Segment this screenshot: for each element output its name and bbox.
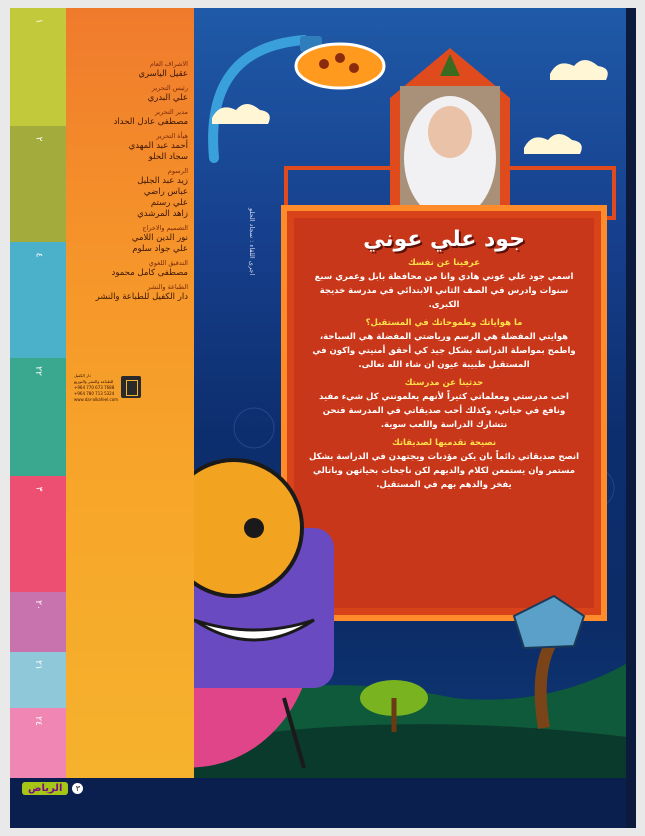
publisher-logo-icon xyxy=(121,376,141,398)
footer-brand xyxy=(22,782,83,795)
section-tabs xyxy=(10,8,66,828)
publisher-contact-line: +964 770 673 7688 xyxy=(74,384,115,390)
section-tab[interactable] xyxy=(10,8,66,126)
staff-name: دار الكفيل للطباعة والنشر xyxy=(95,292,188,302)
staff-name: مصطفى كامل محمود xyxy=(111,268,188,278)
staff-name: عقيل الياسري xyxy=(138,69,188,79)
staff-name: نور الدين اللامي xyxy=(131,233,188,243)
publisher-contact-line: www.dar-alkafeel.com xyxy=(74,396,119,402)
magazine-logo: الرياض xyxy=(22,782,68,795)
page-edge xyxy=(626,8,636,828)
interview-credit: اجرى اللقاء : سجاد الحلو xyxy=(248,208,256,276)
staff-role: الاشراف العام xyxy=(149,60,188,68)
question-heading: ما هواياتك وطموحاتك في المستقبل؟ xyxy=(365,318,523,328)
staff-role: الرسوم xyxy=(167,167,188,175)
publisher-contact xyxy=(74,373,118,402)
publisher-contact-line: للطباعة والنشر والتوزيع xyxy=(74,378,114,384)
staff-role: رئيس التحرير xyxy=(151,84,188,92)
publisher-contact-line: +964 780 713 5324 xyxy=(74,390,115,396)
tab-label: ٤ xyxy=(33,252,43,258)
question-heading: نصيحة تقدميها لصديقاتك xyxy=(391,438,497,448)
section-tab[interactable] xyxy=(10,242,66,358)
staff-name: علي البدري xyxy=(147,93,188,103)
tab-label: ٢٠ xyxy=(32,600,43,610)
question-heading: حدثينا عن مدرستك xyxy=(404,378,484,388)
staff-role: هيأة التحرير xyxy=(156,132,188,140)
staff-name: أحمد عبد المهدي xyxy=(128,141,188,151)
staff-role: التدقيق اللغوي xyxy=(148,259,188,267)
answer-text: هوايتي المفضلة هي الرسم ورياضتي المفضلة هي السباحة، واطمح بمواصلة الدراسة بشكل جيد كي أحقق أمنيتي واكون في المستقبل طبيبة عيون ان شاء الله تعالى. xyxy=(312,332,576,370)
section-tab[interactable] xyxy=(10,126,66,242)
answer-text: انصح صديقاتي دائماً بان يكن مؤدبات ويجتهدن في الدراسة بشكل مستمر وان يستمعن لكلام والديهم لكن ناجحات بحياتهن وباتالي يفخر والدهم بهم في المستقبل. xyxy=(308,452,580,490)
tab-label: ٢١ xyxy=(32,660,43,670)
profile-board xyxy=(289,213,599,633)
publisher-logo xyxy=(74,374,188,400)
page-number: ٣ xyxy=(72,783,83,794)
staff-name: مصطفى عادل الحداد xyxy=(113,117,188,127)
section-tab[interactable] xyxy=(10,476,66,592)
staff-role: مدير التحرير xyxy=(154,108,188,116)
answer-text: اسمي جود علي عوني هادي وانا من محافظة بابل وعمري سبع سنوات وادرس في الصف الثاني الابتدائي في مدرسة خديجة الكبرى. xyxy=(314,272,574,310)
tab-label: ٢ xyxy=(33,136,43,142)
staff-role: التصميم والاخراج xyxy=(142,224,188,232)
staff-name: علي رستم xyxy=(150,198,188,208)
profile-title: جود علي عوني xyxy=(363,227,525,252)
staff-list xyxy=(70,56,188,303)
staff-name: علي جواد سلوم xyxy=(132,244,188,254)
staff-role: الطباعة والنشر xyxy=(147,283,188,291)
magazine-page xyxy=(10,8,636,828)
answer-text: احب مدرستي ومعلماتي كثيراً لأنهم يعلمونني كل شيء مفيد ونافع في حياتي، وكذلك أحب صديقاتي في المدرسة فنحن نتشارك الدراسة واللعب سوية. xyxy=(319,392,569,430)
staff-name: زيد عبد الجليل xyxy=(137,176,188,186)
section-tab[interactable] xyxy=(10,652,66,708)
staff-name: عباس راضي xyxy=(143,187,188,197)
staff-name: زاهد المرشدي xyxy=(137,209,188,219)
section-tab[interactable] xyxy=(10,592,66,652)
section-tab[interactable] xyxy=(10,358,66,476)
tab-label: ١ xyxy=(33,18,43,24)
tab-label: ٢٢ xyxy=(32,366,43,376)
footer-bar xyxy=(10,778,636,828)
staff-name: سجاد الحلو xyxy=(148,152,188,162)
publisher-contact-line: دار الكفيل xyxy=(74,372,91,378)
tab-label: ٢٤ xyxy=(32,716,43,726)
section-tab[interactable] xyxy=(10,708,66,778)
question-heading: عرفينا عن نفسك xyxy=(407,258,481,268)
tab-label: ٣ xyxy=(33,486,43,492)
illustration-area xyxy=(194,8,636,778)
